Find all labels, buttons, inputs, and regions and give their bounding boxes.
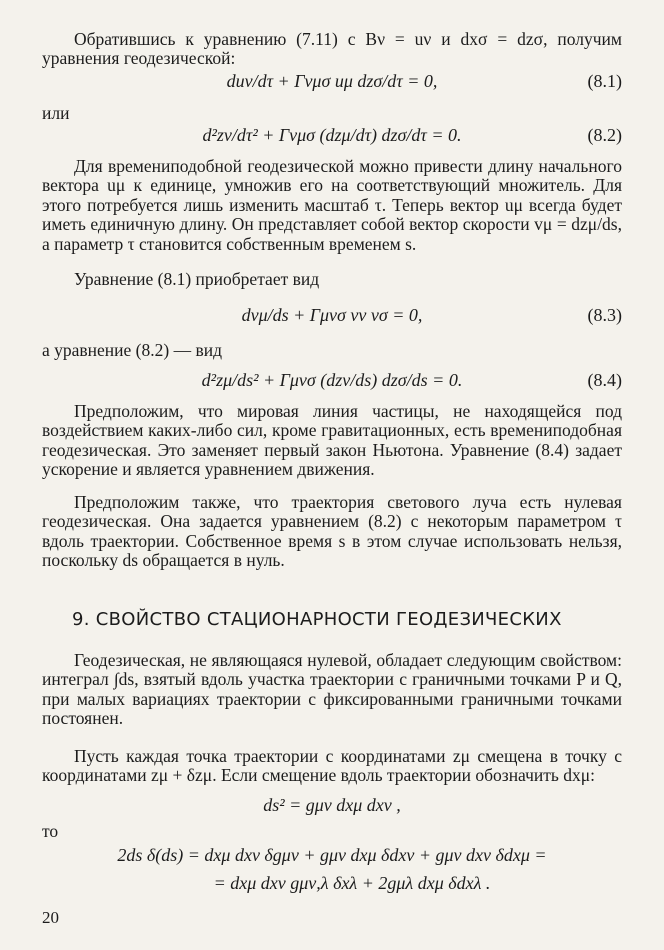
paragraph-8-text: Пусть каждая точка траектории с координатами zμ смещена в точку с координатами zμ + δzμ. Если смещение вдоль траектории обозначить dxμ: (42, 746, 622, 786)
equation-8-3 (42, 305, 622, 329)
paragraph-8 (42, 747, 622, 786)
paragraph-5 (42, 402, 622, 480)
equation-ds (42, 795, 622, 819)
equation-8-1 (42, 71, 622, 95)
equation-8-4-body: d²zμ/ds² + Γμνσ (dzν/ds) dzσ/ds = 0. (201, 370, 463, 390)
paragraph-2-text: Для времениподобной геодезической можно привести длину начального вектора uμ к единице, умножив его на соответствующий множитель. Для этого потребуется лишь изменить масштаб τ. Теперь вектор uμ всегда будет иметь единичную длину. Он представляет собой вектор скорости vμ = dzμ/ds, а параметр τ становится собственным временем s. (42, 156, 622, 254)
equation-8-1-number: (8.1) (587, 71, 622, 91)
paragraph-4 (42, 341, 622, 360)
equation-8-1-body: duν/dτ + Γνμσ uμ dzσ/dτ = 0, (226, 71, 438, 91)
equation-variation-1 (42, 845, 622, 869)
paragraph-6-text: Предположим также, что траектория светового луча есть нулевая геодезическая. Она задается уравнением (8.2) с некоторым параметром τ вдоль траектории. Собственное время s в этом случае использовать нельзя, поскольку ds обращается в нуль. (42, 492, 622, 571)
paragraph-1-text: Обратившись к уравнению (7.11) с Bν = uν и dxσ = dzσ, получим уравнения геодезической: (42, 29, 622, 69)
paragraph-2 (42, 157, 622, 254)
equation-8-4 (42, 370, 622, 394)
equation-variation-2-body: = dxμ dxν gμν,λ δxλ + 2gμλ dxμ δdxλ . (213, 873, 491, 893)
equation-ds-body: ds² = gμν dxμ dxν , (263, 795, 401, 815)
paragraph-7 (42, 651, 622, 729)
equation-8-2 (42, 125, 622, 149)
equation-variation-1-body: 2ds δ(ds) = dxμ dxν δgμν + gμν dxμ δdxν + gμν dxν δdxμ = (117, 845, 547, 865)
word-to: то (42, 821, 59, 841)
paragraph-6 (42, 493, 622, 571)
equation-8-4-number: (8.4) (587, 370, 622, 390)
section-heading: 9. СВОЙСТВО СТАЦИОНАРНОСТИ ГЕОДЕЗИЧЕСКИХ (72, 609, 562, 630)
paragraph-1 (42, 30, 622, 69)
paragraph-7-text: Геодезическая, не являющаяся нулевой, обладает следующим свойством: интеграл ∫ds, взятый вдоль участка траектории с граничными точками P и Q, при малых вариациях траектории с фиксированными граничными точками постоянен. (42, 650, 622, 729)
equation-variation-2 (42, 873, 622, 897)
paragraph-5-text: Предположим, что мировая линия частицы, не находящейся под воздействием каких-либо сил, кроме гравитационных, есть времениподобная геодезическая. Это заменяет первый закон Ньютона. Уравнение (8.4) задает ускорение и является уравнением движения. (42, 401, 622, 480)
word-ili: или (42, 103, 70, 123)
paragraph-3 (42, 270, 622, 289)
equation-8-3-number: (8.3) (587, 305, 622, 325)
paragraph-4-text: а уравнение (8.2) — вид (42, 340, 222, 360)
page-number: 20 (42, 908, 59, 927)
paragraph-3-text: Уравнение (8.1) приобретает вид (74, 269, 320, 289)
equation-8-2-number: (8.2) (587, 125, 622, 145)
equation-8-3-body: dvμ/ds + Γμνσ vν vσ = 0, (241, 305, 423, 325)
equation-8-2-body: d²zν/dτ² + Γνμσ (dzμ/dτ) dzσ/dτ = 0. (202, 125, 462, 145)
